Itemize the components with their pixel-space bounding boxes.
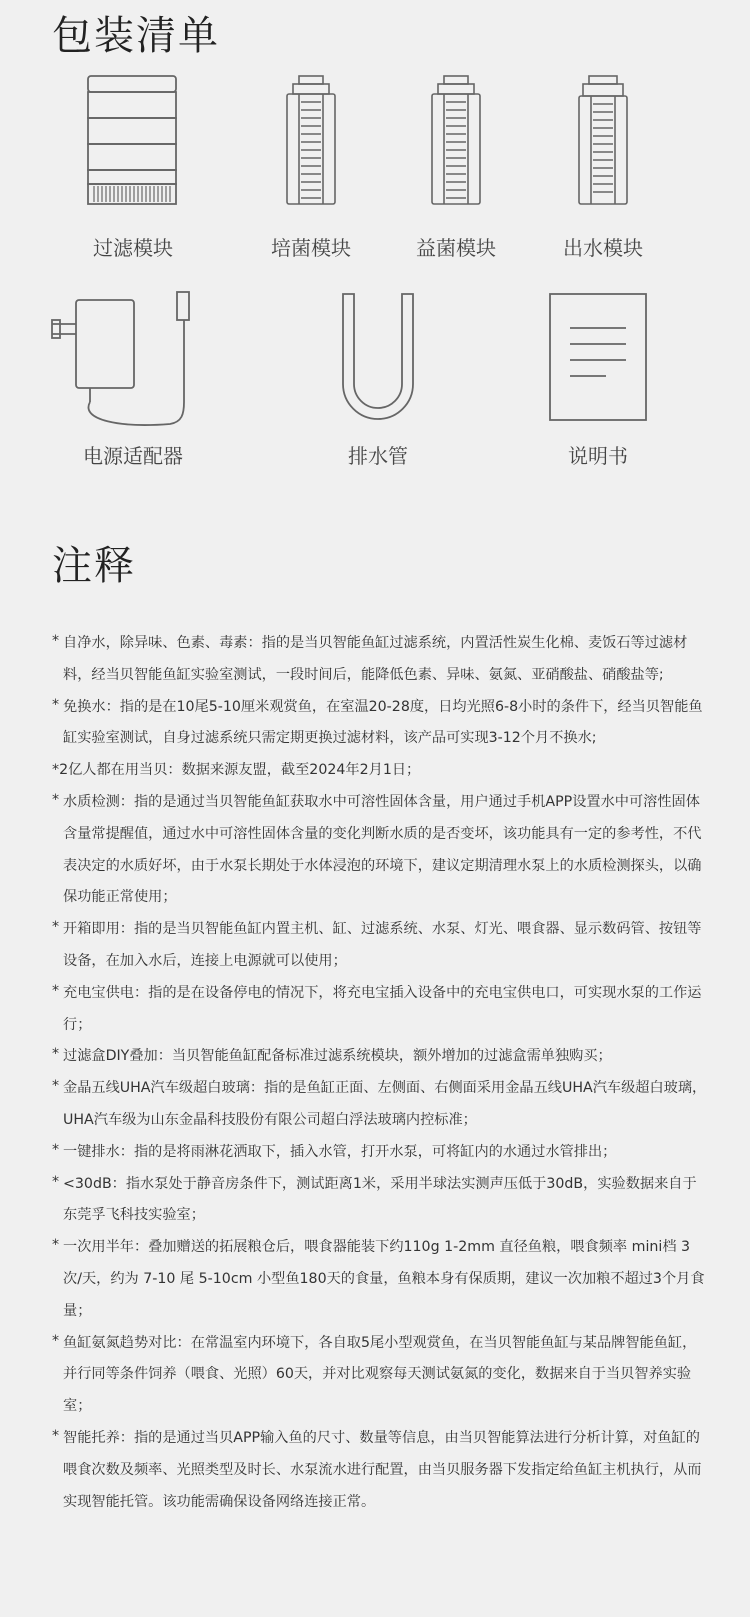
item-label-drain-pipe: 排水管 xyxy=(348,444,408,468)
item-label-filter: 过滤模块 xyxy=(93,236,173,260)
note-item: *2亿人都在用当贝：数据来源友盟，截至2024年2月1日； xyxy=(52,762,421,779)
probiotic-module-icon xyxy=(430,74,482,208)
note-item: * 充电宝供电：指的是在设备停电的情况下，将充电宝插入设备中的充电宝供电口，可实现水泵的工作运行； xyxy=(52,982,702,1033)
culture-module-icon xyxy=(285,74,337,208)
manual xyxy=(548,292,648,422)
notes-title: 注释 xyxy=(52,543,136,589)
note-item: * 一次用半年：叠加赠送的拓展粮仓后，喂食器能装下约110g 1-2mm 直径鱼粮，喂食频率 mini档 3次/天，约为 7-10 尾 5-10cm 小型鱼180天的食量，鱼粮本身有保质期，建议一次加粮不超过3个月食量； xyxy=(52,1237,705,1319)
note-item: * 智能托养：指的是通过当贝APP输入鱼的尺寸、数量等信息，由当贝智能算法进行分析计算，对鱼缸的喂食次数及频率、光照类型及时长、水泵流水进行配置，由当贝服务器下发指定给鱼缸主机执行，从而实现智能托管。该功能需确保设备网络连接正常。 xyxy=(52,1427,702,1510)
item-label-culture: 培菌模块 xyxy=(271,236,351,260)
outlet-module-icon xyxy=(577,74,629,208)
note-item: * 开箱即用：指的是当贝智能鱼缸内置主机、缸、过滤系统、水泵、灯光、喂食器、显示数码管、按钮等设备，在加入水后，连接上电源就可以使用； xyxy=(52,919,702,969)
notes-list xyxy=(52,628,707,1518)
drain-pipe-icon xyxy=(340,292,416,422)
item-label-probiotic: 益菌模块 xyxy=(416,236,496,260)
note-item: * 自净水，除异味、色素、毒素：指的是当贝智能鱼缸过滤系统，内置活性炭生化棉、麦饭石等过滤材料，经当贝智能鱼缸实验室测试，一段时间后，能降低色素、异味、氨氮、亚硝酸盐、硝酸盐等; xyxy=(52,633,688,683)
filter-module xyxy=(86,74,178,208)
note-item: * 过滤盒DIY叠加：当贝智能鱼缸配备标准过滤系统模块，额外增加的过滤盒需单独购买； xyxy=(52,1046,612,1065)
probiotic-module xyxy=(430,74,482,208)
note-item: * 免换水：指的是在10尾5-10厘米观赏鱼，在室温20-28度，日均光照6-8小时的条件下，经当贝智能鱼缸实验室测试，自身过滤系统只需定期更换过滤材料，该产品可实现3-12个月不换水; xyxy=(52,696,703,747)
note-item: * 水质检测：指的是通过当贝智能鱼缸获取水中可溶性固体含量，用户通过手机APP设置水中可溶性固体含量常提醒值，通过水中可溶性固体含量的变化判断水质的是否变坏，该功能具有一定的参考性，不代表决定的水质好坏，由于水泵长期处于水体浸泡的环境下，建议定期清理水泵上的水质检测探头，以确保功能正常使用； xyxy=(52,791,702,906)
package-list-title: 包装清单 xyxy=(52,13,220,59)
note-item: * 金晶五线UHA汽车级超白玻璃：指的是鱼缸正面、左侧面、右侧面采用金晶五线UHA汽车级超白玻璃，UHA汽车级为山东金晶科技股份有限公司超白浮法玻璃内控标准； xyxy=(52,1078,707,1128)
outlet-module xyxy=(577,74,629,208)
power-adapter-icon xyxy=(50,290,190,440)
filter-module-icon xyxy=(86,74,178,208)
drain-pipe xyxy=(340,292,416,422)
item-label-power-adapter: 电源适配器 xyxy=(83,444,183,468)
note-item: * 鱼缸氨氮趋势对比：在常温室内环境下，各自取5尾小型观赏鱼，在当贝智能鱼缸与某品牌智能鱼缸，并行同等条件饲养（喂食、光照）60天，并对比观察每天测试氨氮的变化，数据来自于当贝智养实验室； xyxy=(52,1332,697,1415)
manual-icon xyxy=(548,292,648,422)
note-item: * <30dB：指水泵处于静音房条件下，测试距离1米，采用半球法实测声压低于30dB，实验数据来自于东莞孚飞科技实验室； xyxy=(52,1173,697,1224)
power-adapter xyxy=(50,290,190,440)
note-item: * 一键排水：指的是将雨淋花洒取下，插入水管，打开水泵，可将缸内的水通过水管排出； xyxy=(52,1141,617,1160)
culture-module xyxy=(285,74,337,208)
item-label-outlet: 出水模块 xyxy=(563,236,643,260)
item-label-manual: 说明书 xyxy=(568,444,628,468)
